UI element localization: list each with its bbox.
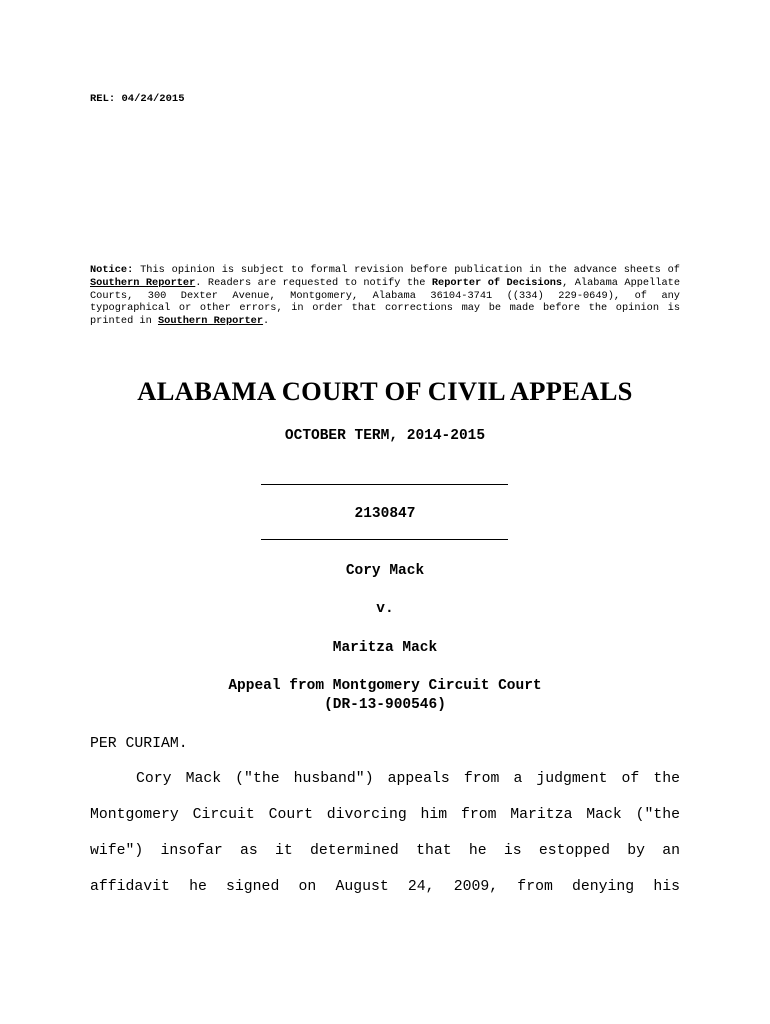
notice-text-1: This opinion is subject to formal revision before publication in the advance sheets of: [133, 264, 680, 276]
reporter-of-decisions: Reporter of Decisions: [431, 276, 563, 289]
docket-number: 2130847: [354, 506, 416, 522]
notice-text-2: . Readers are requested to notify the: [195, 276, 432, 289]
notice-text-4: .: [263, 315, 270, 328]
case-number: (DR-13-900546): [324, 697, 446, 713]
notice-label: Notice:: [90, 264, 134, 276]
appellant-name: Cory Mack: [345, 563, 425, 579]
southern-reporter-ref-1: Southern Reporter: [90, 276, 196, 289]
southern-reporter-ref-2: Southern Reporter: [157, 315, 264, 328]
per-curiam: PER CURIAM.: [90, 736, 188, 752]
docket-rule-top: [261, 484, 508, 485]
opinion-line-4: affidavit he signed on August 24, 2009, from denying his: [90, 879, 680, 895]
release-date: REL: 04/24/2015: [90, 93, 185, 105]
opinion-line-1: Cory Mack ("the husband") appeals from a judgment of the: [136, 771, 680, 787]
appeal-from: Appeal from Montgomery Circuit Court: [228, 678, 542, 694]
court-name: ALABAMA COURT OF CIVIL APPEALS: [137, 376, 633, 406]
opinion-line-2: Montgomery Circuit Court divorcing him from Maritza Mack ("the: [90, 807, 680, 823]
docket-rule-bottom: [261, 539, 508, 540]
publication-notice: [90, 264, 680, 328]
opinion-line-3: wife") insofar as it determined that he is estopped by an: [90, 843, 680, 859]
notice-text-3: , Alabama Appellate Courts, 300 Dexter Avenue, Montgomery, Alabama 36104-3741 ((334) 229-0649), of any typographical or other errors, in order that corrections may be made before the opinion is printed in: [90, 276, 681, 328]
versus: v.: [376, 601, 394, 617]
term: OCTOBER TERM, 2014-2015: [284, 428, 486, 444]
appellee-name: Maritza Mack: [332, 640, 438, 656]
